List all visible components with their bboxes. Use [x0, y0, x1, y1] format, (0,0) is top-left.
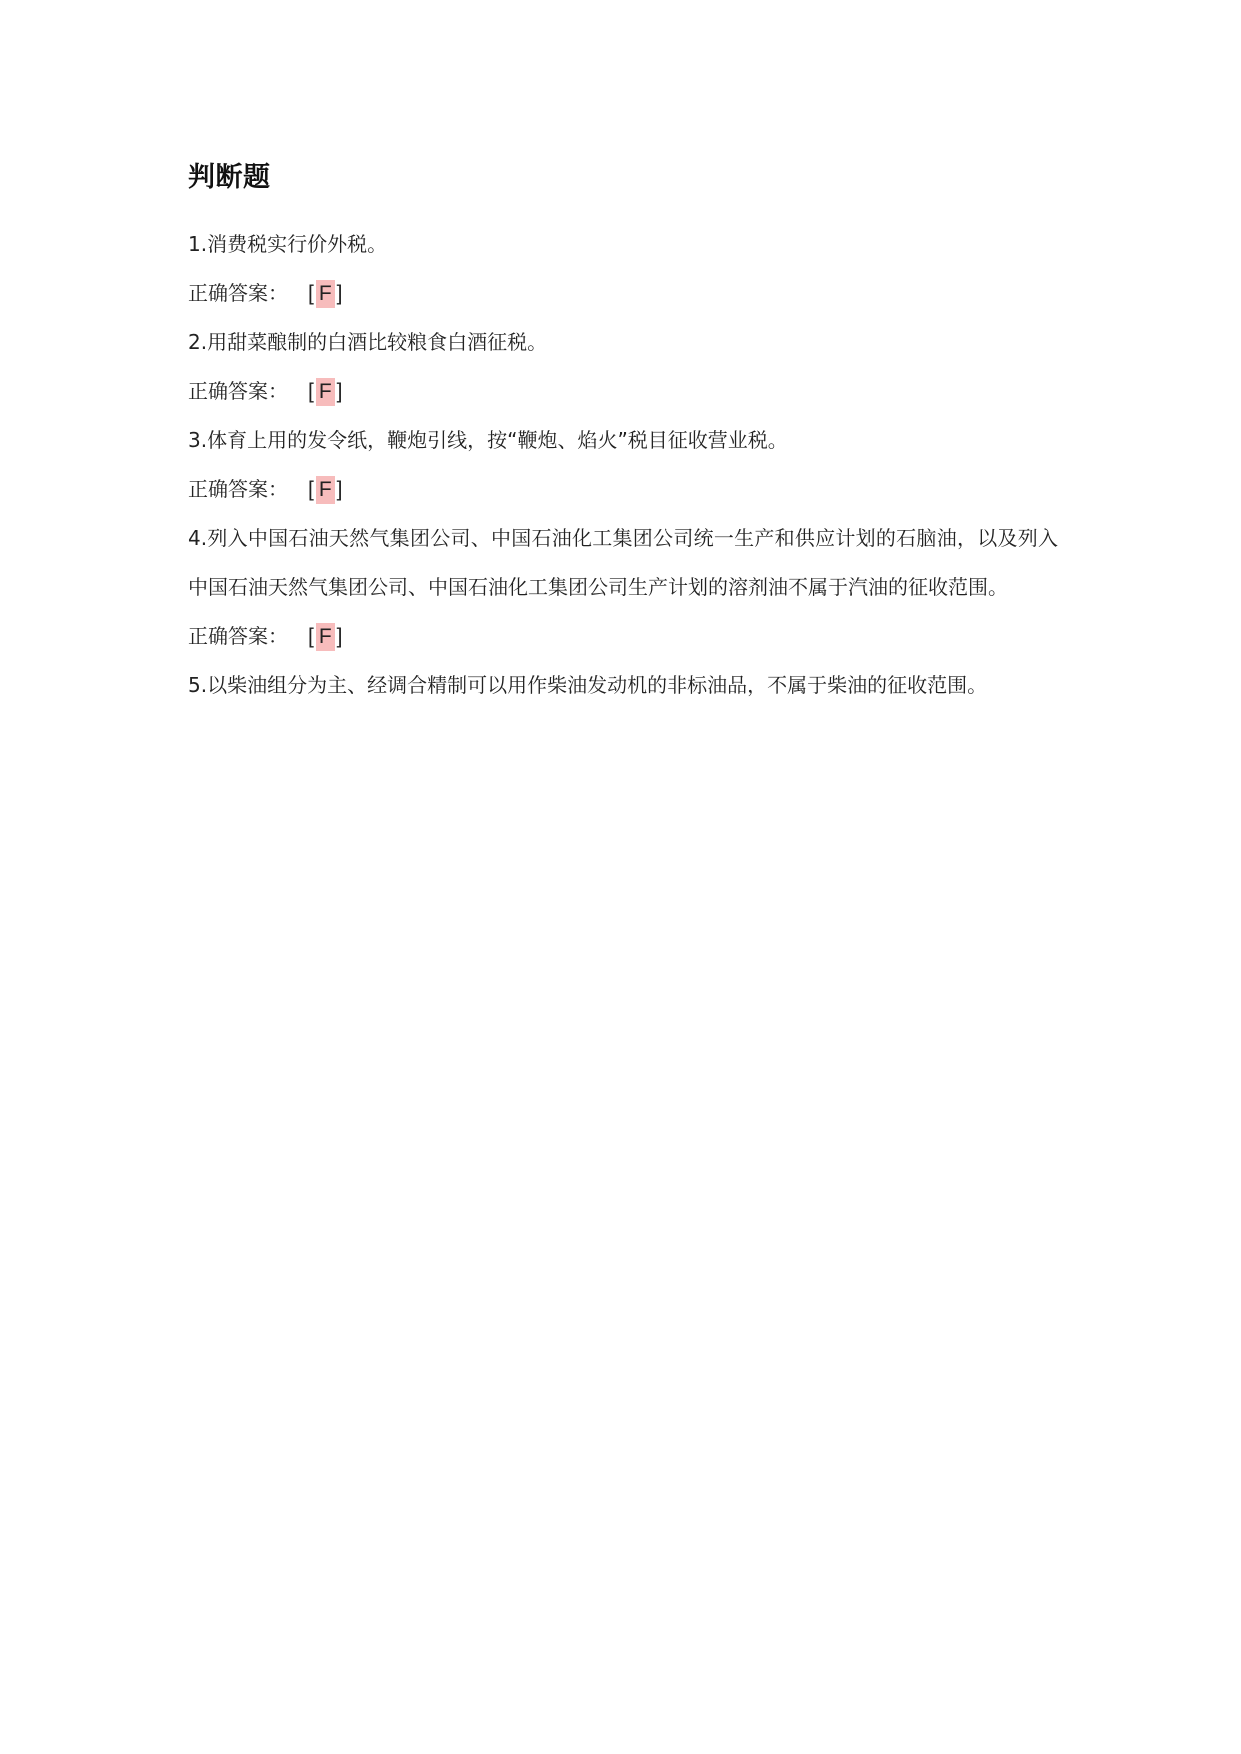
question-5: 5.以柴油组分为主、经调合精制可以用作柴油发动机的非标油品，不属于柴油的征收范围。: [188, 673, 988, 697]
close-bracket: ]: [336, 625, 343, 648]
answer-line-2: [188, 367, 1058, 416]
question-3: 3.体育上用的发令纸，鞭炮引线，按“鞭炮、焰火”税目征收营业税。: [188, 428, 788, 452]
open-bracket: [: [308, 282, 314, 305]
answer-value: F: [316, 378, 335, 406]
close-bracket: ]: [336, 380, 343, 403]
open-bracket: [: [308, 625, 314, 648]
document-page: [188, 160, 1058, 710]
open-bracket: [: [308, 478, 314, 501]
question-1: 1.消费税实行价外税。: [188, 232, 388, 256]
close-bracket: ]: [336, 478, 343, 501]
question-2: 2.用甜菜酿制的白酒比较粮食白酒征税。: [188, 330, 548, 354]
answer-value: F: [316, 476, 335, 504]
section-title: 判断题: [188, 162, 271, 193]
answer-line-1: [188, 269, 1058, 318]
answer-line-3: [188, 465, 1058, 514]
question-4: 4.列入中国石油天然气集团公司、中国石油化工集团公司统一生产和供应计划的石脑油，以及列入中国石油天然气集团公司、中国石油化工集团公司生产计划的溶剂油不属于汽油的征收范围。: [188, 526, 1058, 599]
answer-label: 正确答案：: [188, 281, 288, 305]
answer-label: 正确答案：: [188, 624, 288, 648]
answer-label: 正确答案：: [188, 379, 288, 403]
answer-value: F: [316, 280, 335, 308]
answer-value: F: [316, 623, 335, 651]
close-bracket: ]: [336, 282, 343, 305]
open-bracket: [: [308, 380, 314, 403]
answer-label: 正确答案：: [188, 477, 288, 501]
answer-line-4: [188, 612, 1058, 661]
